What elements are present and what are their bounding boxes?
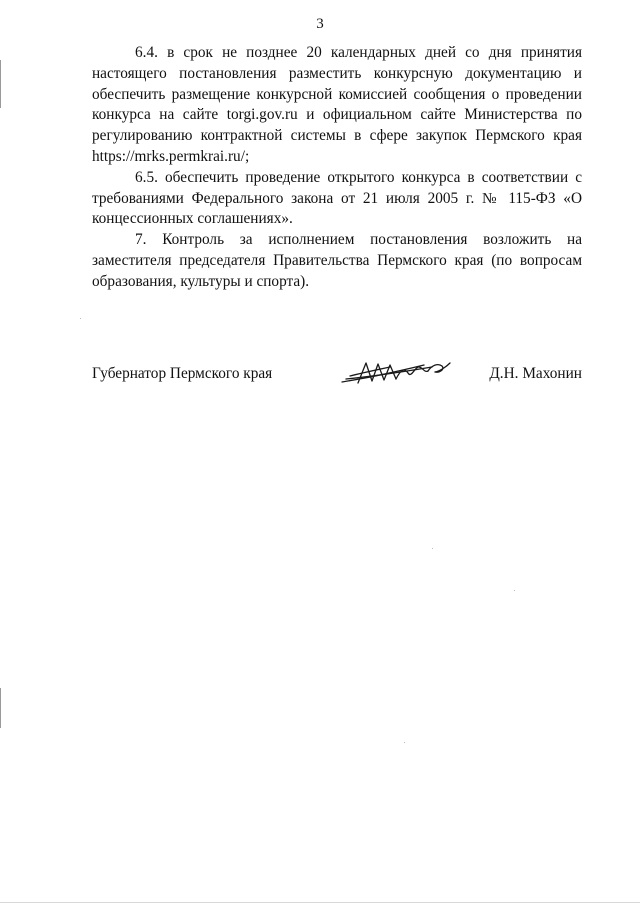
signatory-position: Губернатор Пермского края xyxy=(92,365,273,382)
scan-bottom-edge xyxy=(0,902,640,903)
document-body xyxy=(92,43,582,293)
scan-speck xyxy=(514,590,515,591)
paragraph-6-4: 6.4. в срок не позднее 20 календарных дней со дня принятия настоящего постановления разместить конкурсную документацию и обеспечить размещение конкурсной комиссией сообщения о проведении конкурса на сайте torgi.gov.ru и официальном сайте Министерства по регулированию контрактной системы в сфере закупок Пермского края https://mrks.permkrai.ru/; xyxy=(92,44,582,165)
signatory-name: Д.Н. Махонин xyxy=(489,365,582,382)
scan-edge-mark xyxy=(0,60,1,108)
signature-block xyxy=(92,365,582,389)
handwritten-signature xyxy=(336,355,454,389)
scan-speck xyxy=(432,548,433,549)
scan-speck xyxy=(404,742,405,743)
paragraph-6-5: 6.5. обеспечить проведение открытого конкурса в соответствии с требованиями Федерального закона от 21 июля 2005 г. № 115-ФЗ «О концессионных соглашениях». xyxy=(92,168,582,228)
scan-speck xyxy=(80,318,81,319)
scan-edge-mark xyxy=(0,688,1,728)
paragraph-7: 7. Контроль за исполнением постановления возложить на заместителя председателя Правительства Пермского края (по вопросам образования, культуры и спорта). xyxy=(92,231,582,290)
page-number: 3 xyxy=(316,16,324,32)
